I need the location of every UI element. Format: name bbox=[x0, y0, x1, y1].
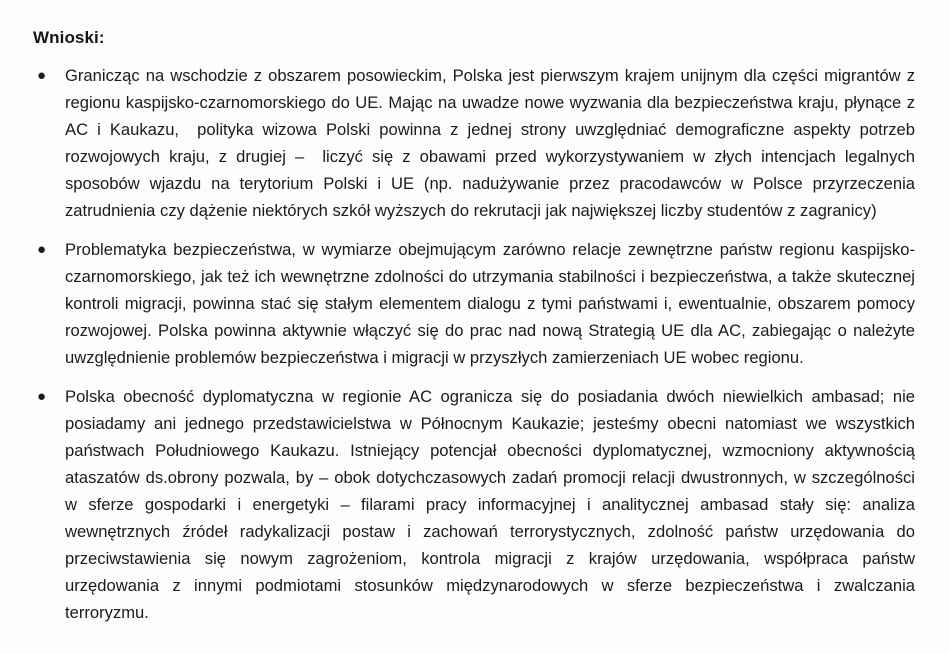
list-item bbox=[33, 236, 920, 371]
conclusions-bullet-list bbox=[33, 62, 920, 626]
list-item-paragraph: Polska obecność dyplomatyczna w regionie AC ogranicza się do posiadania dwóch niewielkich ambasad; nie posiadamy ani jednego przedstawicielstwa w Północnym Kaukazie; jesteśmy obecni natomiast we wszystkich państwach Południowego Kaukazu. Istniejący potencjał obecności dyplomatycznej, wzmocniony aktywnością ataszatów ds.obrony pozwala, by – obok dotychczasowych zadań promocji relacji dwustronnych, w szczególności w sferze gospodarki i energetyki – filarami pracy informacyjnej i analitycznej ambasad stały się: analiza wewnętrznych źródeł radykalizacji postaw i zachowań terrorystycznych, zdolność państw urzędowania do przeciwstawienia się nowym zagrożeniom, kontrola migracji z krajów urzędowania, współpraca państw urzędowania z innymi podmiotami stosunków międzynarodowych w sferze bezpieczeństwa i zwalczania terroryzmu. bbox=[65, 387, 920, 622]
page-title: Wnioski: bbox=[33, 28, 105, 47]
bullet-point-icon: ● bbox=[37, 67, 47, 84]
list-item-paragraph: Granicząc na wschodzie z obszarem posowieckim, Polska jest pierwszym krajem unijnym dla części migrantów z regionu kaspijsko-czarnomorskiego do UE. Mając na uwadze nowe wyzwania dla bezpieczeństwa kraju, płynące z AC i Kaukazu, polityka wizowa Polski powinna z jednej strony uwzględniać demograficzne aspekty potrzeb rozwojowych kraju, z drugiej – liczyć się z obawami przed wykorzystywaniem w złych intencjach legalnych sposobów wjazdu na terytorium Polski i UE (np. nadużywanie przez pracodawców w Polsce przyrzeczenia zatrudnienia czy dążenie niektórych szkół wyższych do rekrutacji jak największej liczby studentów z zagranicy) bbox=[65, 66, 920, 220]
list-item-paragraph: Problematyka bezpieczeństwa, w wymiarze obejmującym zarówno relacje zewnętrzne państw regionu kaspijsko-czarnomorskiego, jak też ich wewnętrzne zdolności do utrzymania stabilności i bezpieczeństwa, a także skutecznej kontroli migracji, powinna stać się stałym elementem dialogu z tymi państwami i, ewentualnie, obszarem pomocy rozwojowej. Polska powinna aktywnie włączyć się do prac nad nową Strategią UE dla AC, zabiegając o należyte uwzględnienie problemów bezpieczeństwa i migracji w przyszłych zamierzeniach UE wobec regionu. bbox=[65, 240, 920, 367]
bullet-point-icon: ● bbox=[37, 241, 47, 258]
list-item bbox=[33, 62, 920, 224]
bullet-point-icon: ● bbox=[37, 388, 47, 405]
list-item bbox=[33, 383, 920, 626]
